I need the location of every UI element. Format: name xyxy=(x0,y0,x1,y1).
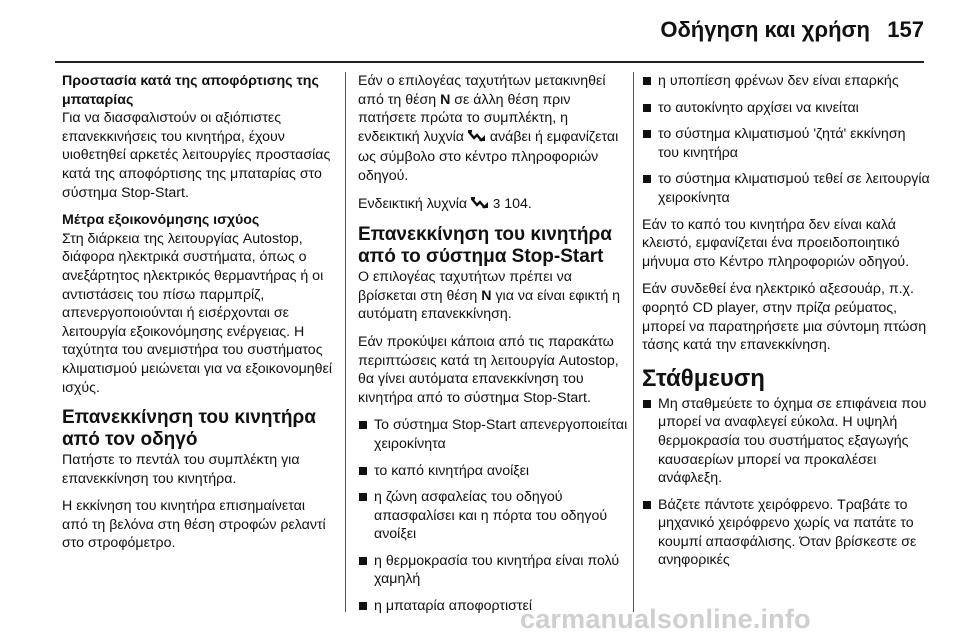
page-reference[interactable]: 104. xyxy=(500,195,532,212)
paragraph-clutch-restart: Πατήστε το πεντάλ του συμπλέκτη για επανεκκίνηση του κινητήρα. xyxy=(62,452,300,487)
paragraph-battery-protection: Για να διασφαλιστούν οι αξιόπιστες επανεκκινήσεις του κινητήρα, έχουν υιοθετηθεί αρκετές λειτουργίες προστασίας κατά της αποφόρτισης της μπαταρίας στο σύστημα Stop-Start. xyxy=(62,110,331,201)
column-2 xyxy=(358,72,630,624)
header-rule xyxy=(55,61,924,63)
list-item: η θερμοκρασία του κινητήρα είναι πολύ χαμηλή xyxy=(358,552,630,589)
paragraph-bonnet-warning: Εάν το καπό του κινητήρα δεν είναι καλά κλειστό, εμφανίζεται ένα προειδοποιητικό μήνυμα στο Κέντρο πληροφοριών οδηγού. xyxy=(642,216,910,270)
list-item: Μη σταθμεύετε το όχημα σε επιφάνεια που μπορεί να αναφλεγεί εύκολα. Η υψηλή θερμοκρασία του συστήματος εξαγωγής καυσαερίων μπορεί να προκαλέσει ανάφλεξη. xyxy=(642,395,930,488)
page-number: 157 xyxy=(887,17,924,42)
column-divider-2 xyxy=(633,72,634,612)
text-segment: για να είναι εφικτή η αυτόματη επανεκκίνηση. xyxy=(358,287,621,323)
paragraph-selector-lever xyxy=(358,72,630,186)
autostop-indicator-icon xyxy=(471,196,489,216)
heading-battery-protection: Προστασία κατά της αποφόρτισης της μπαταρίας xyxy=(62,73,319,108)
heading-restart-by-system: Επανεκκίνηση του κινητήρα από το σύστημα Stop-Start xyxy=(358,224,612,268)
list-item: το αυτοκίνητο αρχίσει να κινείται xyxy=(642,99,930,118)
page-header xyxy=(0,0,960,60)
restart-conditions-list xyxy=(358,416,630,615)
text-segment: Εάν ο επιλογέας ταχυτήτων μετακινηθεί από τη θέση xyxy=(358,73,606,108)
list-item: η μπαταρία αποφορτιστεί xyxy=(358,597,630,616)
text-segment: Ενδεικτική λυχνία xyxy=(358,195,472,212)
reference-arrow-icon: 3 xyxy=(493,195,501,211)
list-item: η ζώνη ασφαλείας του οδηγού απασφαλίσει και η πόρτα του οδηγού ανοίξει xyxy=(358,488,630,544)
list-item: η υποπίεση φρένων δεν είναι επαρκής xyxy=(642,72,930,91)
paragraph-tachometer: Η εκκίνηση του κινητήρα επισημαίνεται από τη βελόνα στη θέση στροφών ρελαντί στο στροφόμετρο. xyxy=(62,498,326,552)
paragraph-indicator-reference xyxy=(358,195,630,216)
parking-list xyxy=(642,395,930,570)
gear-n: N xyxy=(440,91,451,108)
text-segment: σε άλλη θέση πριν πατήσετε πρώτα το συμπλέκτη, η ενδεικτική λυχνία xyxy=(358,91,571,145)
watermark: carmanualsonline.info xyxy=(520,604,811,634)
paragraph-power-saving: Στη διάρκεια της λειτουργίας Autostop, διάφορα ηλεκτρικά συστήματα, όπως ο ανεξάρτητος ηλεκτρικός θερμαντήρας ή οι αντιστάσεις του πίσω παρμπρίζ, απενεργοποιούνται ή εισέρχονται σε λειτουργία εξοικονόμησης ενέργειας. Η ταχύτητα του ανεμιστήρα του συστήματος κλιματισμού μειώνεται για να εξοικονομηθεί ισχύς. xyxy=(62,230,333,396)
list-item: το καπό κινητήρα ανοίξει xyxy=(358,462,630,481)
text-segment: ανάβει ή εμφανίζεται ως σύμβολο στο κέντρο πληροφοριών οδηγού. xyxy=(358,128,619,184)
autostop-indicator-icon xyxy=(468,129,486,149)
text-segment: Ο επιλογέας ταχυτήτων πρέπει να βρίσκεται στη θέση xyxy=(358,269,572,304)
running-title: Οδήγηση και χρήση xyxy=(660,17,870,42)
paragraph-selector-position xyxy=(358,268,630,324)
column-1 xyxy=(62,72,334,562)
column-divider-1 xyxy=(345,72,346,612)
list-item: Βάζετε πάντοτε χειρόφρενο. Τραβάτε το μηχανικό χειρόφρενο χωρίς να πατάτε το κουμπί απασφάλισης. Όταν βρίσκεστε σε ανηφορικές xyxy=(642,496,930,570)
heading-parking: Στάθμευση xyxy=(642,364,765,392)
paragraph-restart-conditions: Εάν προκύψει κάποια από τις παρακάτω περιπτώσεις κατά τη λειτουργία Autostop, θα γίνει αυτόματα επανεκκίνηση του κινητήρα από το σύστημα Stop-Start. xyxy=(358,333,619,406)
paragraph-accessory-voltage: Εάν συνδεθεί ένα ηλεκτρικό αξεσουάρ, π.χ. φορητό CD player, στην πρίζα ρεύματος, μπορεί να παρατηρήσετε μια σύντομη πτώση τάσης κατά την επανεκκίνηση. xyxy=(642,281,927,354)
heading-power-saving: Μέτρα εξοικονόμησης ισχύος xyxy=(62,212,260,229)
gear-n: N xyxy=(481,287,492,304)
column-3 xyxy=(642,72,930,578)
heading-restart-by-driver: Επανεκκίνηση του κινητήρα από τον οδηγό xyxy=(62,407,316,451)
list-item: Το σύστημα Stop-Start απενεργοποιείται χειροκίνητα xyxy=(358,416,630,453)
list-item: το σύστημα κλιματισμού τεθεί σε λειτουργία χειροκίνητα xyxy=(642,170,930,207)
restart-conditions-list-continued xyxy=(642,72,930,208)
list-item: το σύστημα κλιματισμού 'ζητά' εκκίνηση του κινητήρα xyxy=(642,125,930,162)
